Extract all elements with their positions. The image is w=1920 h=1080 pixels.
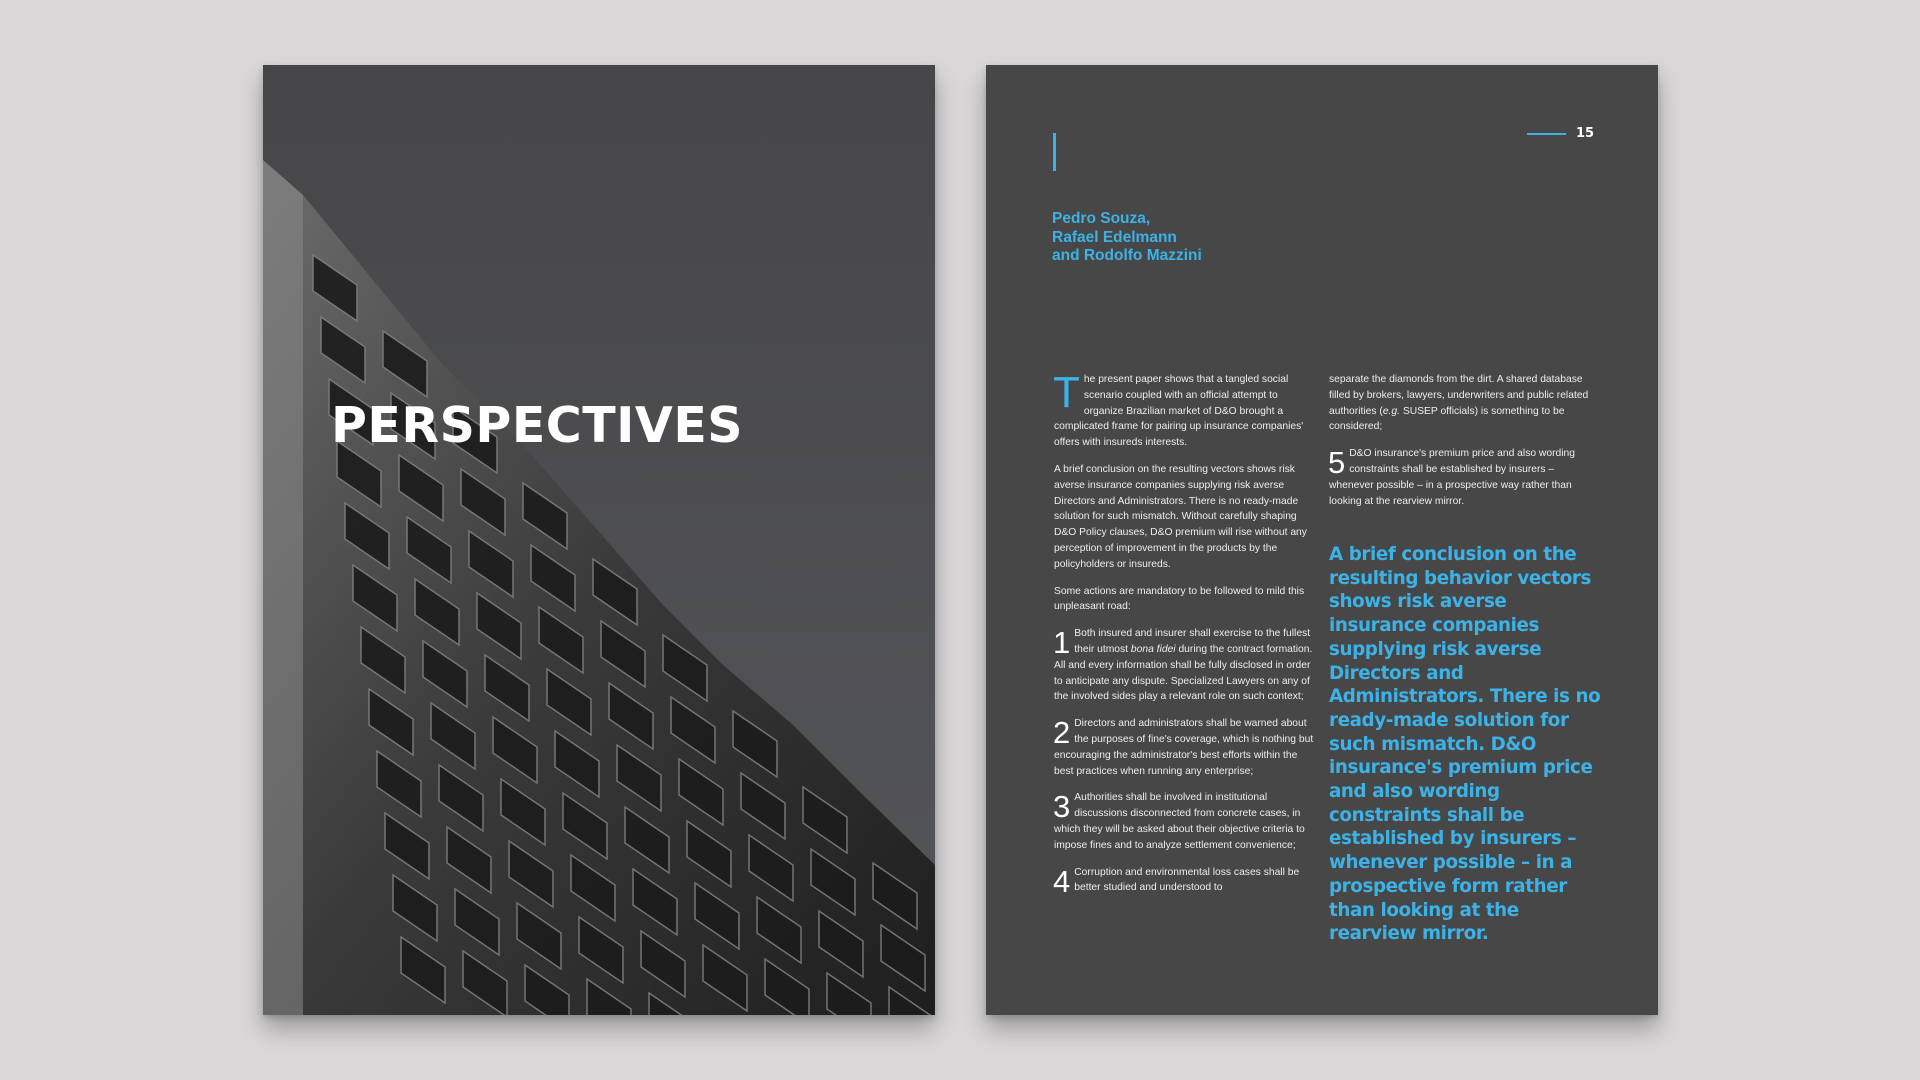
item-text: Corruption and environmental loss cases shall be better studied and understood to: [1074, 866, 1300, 894]
author-line: and Rodolfo Mazzini: [1052, 247, 1202, 264]
action-item-4: [1054, 865, 1316, 897]
item-number: 3: [1053, 789, 1071, 825]
action-item-1: [1054, 626, 1316, 705]
item-number: 1: [1053, 625, 1071, 661]
paragraph-text: SUSEP officials) is something to be considered;: [1329, 405, 1565, 433]
item-text: Directors and administrators shall be warned about the purposes of fine's coverage, which is nothing but encouraging the administrator's best efforts within the best practices when running any enterprise;: [1054, 718, 1314, 777]
page-number: 15: [1576, 126, 1595, 141]
item-number: 2: [1053, 715, 1071, 751]
item-number: 4: [1053, 863, 1071, 899]
action-item-5: [1329, 446, 1591, 509]
author-line: Pedro Souza,: [1052, 210, 1151, 227]
left-page: [263, 65, 935, 1015]
action-item-3: [1054, 790, 1316, 853]
item-text: Authorities shall be involved in institutional discussions disconnected from concrete cases, in which they will be asked about their objective criteria to impose fines and to analyze settlement convenience;: [1054, 792, 1305, 851]
item-number: 5: [1328, 445, 1346, 481]
body-column-left: [1053, 368, 1316, 907]
action-item-2: [1054, 716, 1316, 779]
item-text: D&O insurance's premium price and also wording constraints shall be established by insurers – whenever possible – in a prospective way rather than looking at the rearview mirror.: [1329, 448, 1575, 507]
pull-quote: A brief conclusion on the resulting behavior vectors shows risk averse insurance companies supplying risk averse Directors and Administrators. There is no ready-made solution for such mismatch. D&O insurance's premium price and also wording constraints shall be established by insurers – whenever possible – in a prospective form rather than looking at the rearview mirror.: [1329, 544, 1601, 945]
intro-text: he present paper shows that a tangled social scenario coupled with an official attempt to organize Brazilian market of D&O brought a complicated frame for pairing up insurance companies' offers with insureds interests.: [1054, 374, 1304, 449]
accent-bar: [1053, 133, 1056, 171]
paragraph-italic: e.g.: [1382, 405, 1400, 417]
drop-cap: T: [1053, 368, 1080, 417]
building-photo: [263, 65, 935, 1015]
item-italic: bona fidei: [1130, 643, 1176, 655]
item-text: during the contract formation. All and every information shall be fully disclosed in order to anticipate any dispute. Specialized Lawyers on any of the involved sides play a relevant role on such context;: [1054, 643, 1313, 703]
paragraph: A brief conclusion on the resulting vectors shows risk averse insurance companies supplying risk averse Directors and Administrators. There is no ready-made solution for such mismatch. Without carefully shaping D&O Policy clauses, D&O premium will rise without any perception of improvement in the products by the policyholders or insureds.: [1054, 463, 1307, 570]
authors: [1052, 210, 1352, 266]
intro-paragraph: [1053, 368, 1316, 451]
paragraph: Some actions are mandatory to be followed to mild this unpleasant road:: [1054, 585, 1305, 613]
author-line: Rafael Edelmann: [1052, 228, 1177, 246]
paragraph-text: separate the diamonds from the dirt. A shared database filled by brokers, lawyers, underwriters and public related authorities (: [1329, 374, 1589, 417]
body-column-right: [1329, 372, 1591, 520]
right-page: [986, 65, 1658, 1015]
continued-paragraph: [1329, 372, 1591, 435]
cover-title: PERSPECTIVES: [331, 397, 744, 454]
page-number-rule: [1527, 133, 1566, 135]
item-text: Both insured and insurer shall exercise to the fullest their utmost: [1074, 628, 1311, 655]
